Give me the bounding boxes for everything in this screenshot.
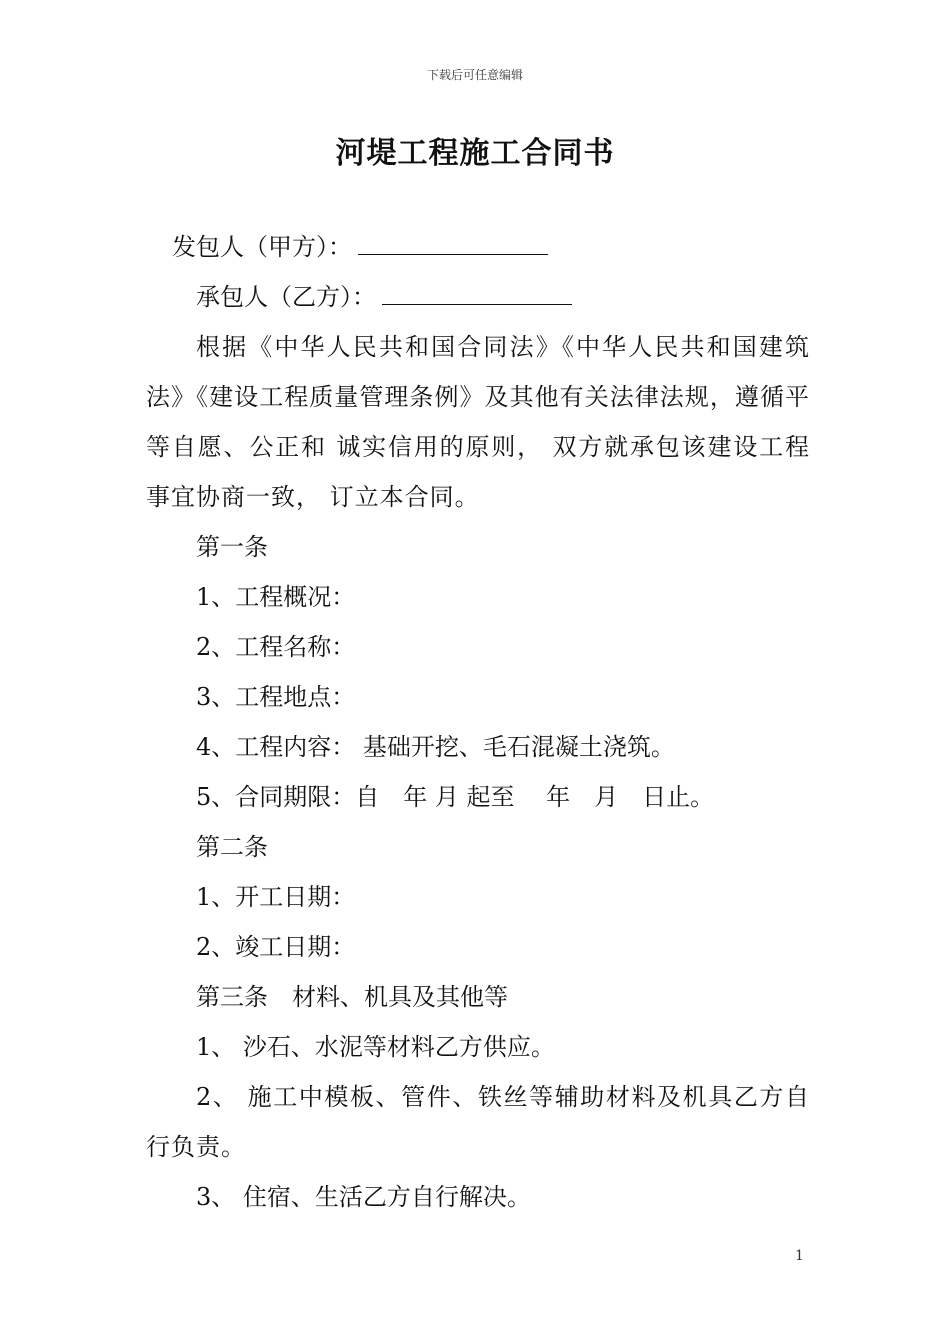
intro-paragraph: 根据《中华人民共和国合同法》《中华人民共和国建筑法》《建设工程质量管理条例》及其他有关法律法规，遵循平等自愿、公正和 诚实信用的原则， 双方就承包该建设工程事宜协商一致， 订立本合同。 [146, 333, 810, 511]
article-2-item: 2、竣工日期： [196, 933, 356, 961]
party-a-line [146, 222, 810, 272]
article-1-item: 4、工程内容： 基础开挖、毛石混凝土浇筑。 [196, 733, 675, 761]
document-title: 河堤工程施工合同书 [335, 136, 615, 171]
article-2-item: 1、开工日期： [196, 883, 356, 911]
page-header: 下载后可任意编辑 [426, 68, 523, 82]
article-1-item: 5、合同期限：自 年 月 起至 年 月 日止。 [196, 783, 715, 811]
party-b-blank [382, 278, 572, 305]
party-b-line [146, 272, 810, 322]
document-body [146, 222, 810, 1222]
party-a-blank [358, 228, 548, 255]
article-3-heading: 第三条 材料、机具及其他等 [196, 983, 508, 1011]
party-b-label: 承包人（乙方）： [196, 283, 376, 311]
article-1-item: 1、工程概况： [196, 583, 356, 611]
party-a-label: 发包人（甲方）： [172, 233, 352, 261]
article-3-item: 2、 施工中模板、管件、铁丝等辅助材料及机具乙方自行负责。 [146, 1083, 810, 1161]
page-number: 1 [795, 1248, 804, 1264]
article-3-item: 3、 住宿、生活乙方自行解决。 [196, 1183, 531, 1211]
article-1-heading: 第一条 [196, 533, 268, 561]
article-2-heading: 第二条 [196, 833, 268, 861]
article-1-item: 3、工程地点： [196, 683, 356, 711]
article-1-item: 2、工程名称： [196, 633, 356, 661]
article-3-item: 1、 沙石、水泥等材料乙方供应。 [196, 1033, 555, 1061]
